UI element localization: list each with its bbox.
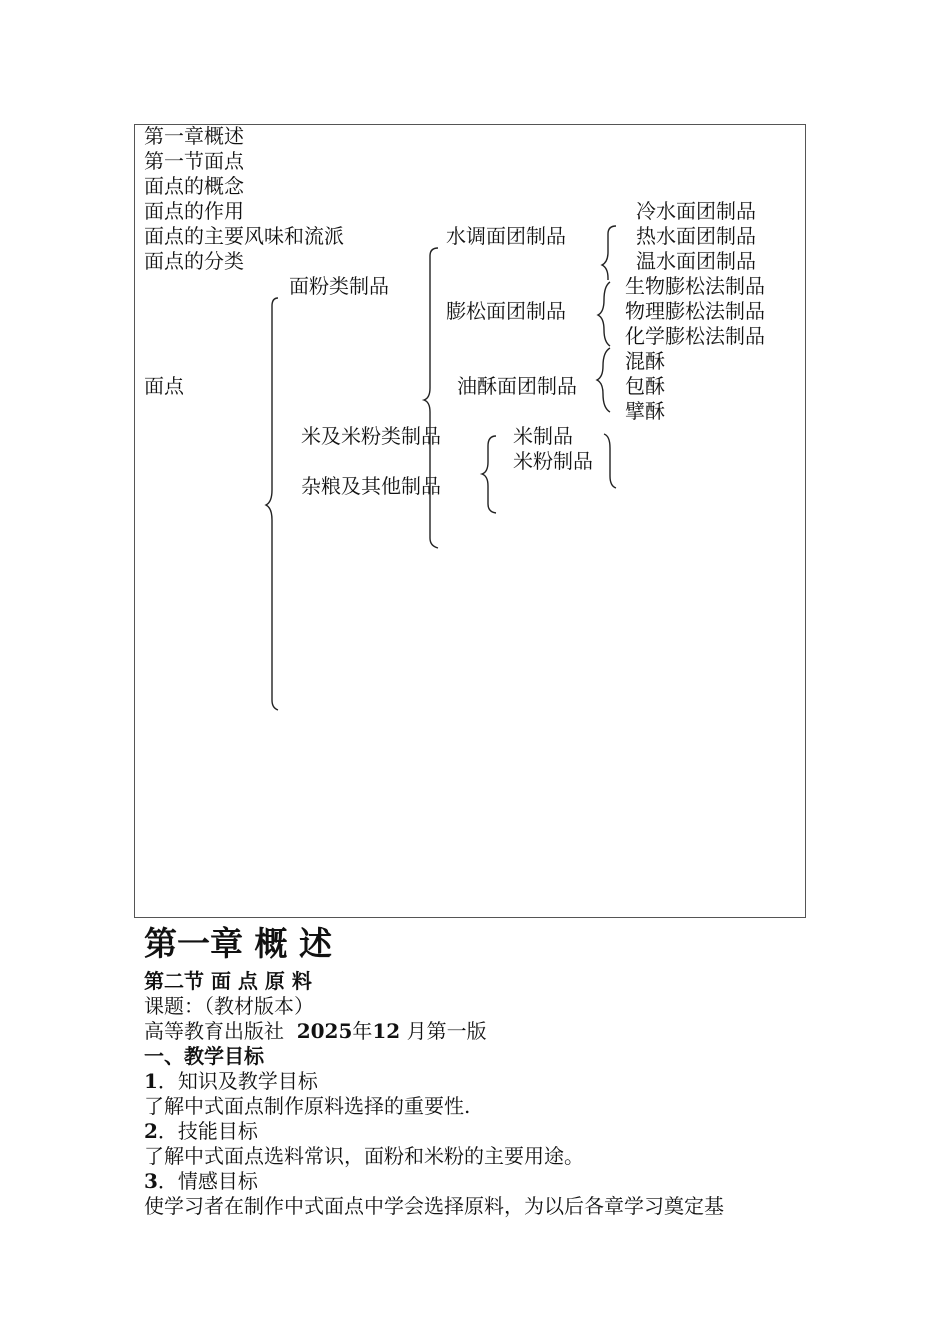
edition-year-suffix: 年 bbox=[352, 1019, 373, 1043]
outline-item: 面点的主要风味和流派 bbox=[144, 224, 344, 248]
diagram-leaf: 温水面团制品 bbox=[636, 249, 756, 273]
diagram-level1-flour: 面粉类制品 bbox=[289, 274, 389, 298]
goal-number: 1 bbox=[144, 1069, 158, 1093]
chapter-title: 第一章 概 述 bbox=[144, 924, 332, 963]
diagram-leaf: 化学膨松法制品 bbox=[625, 324, 765, 348]
goals-heading: 一、教学目标 bbox=[144, 1044, 264, 1068]
diagram-leaf: 擘酥 bbox=[625, 399, 665, 423]
brace-pastry bbox=[597, 348, 610, 412]
diagram-pastry-dough: 油酥面团制品 bbox=[457, 374, 577, 398]
section-1-heading: 第一节面点 bbox=[144, 149, 244, 173]
goal-title: ．知识及教学目标 bbox=[157, 1069, 318, 1093]
outline-item: 面点的分类 bbox=[144, 249, 244, 273]
brace-flour bbox=[424, 248, 438, 548]
goal-number: 3 bbox=[144, 1169, 158, 1193]
publisher-name: 高等教育出版社 bbox=[144, 1019, 284, 1043]
goal-2-text: 了解中式面点选料常识，面粉和米粉的主要用途。 bbox=[144, 1144, 584, 1168]
diagram-leavened-dough: 膨松面团制品 bbox=[446, 299, 566, 323]
brace-leavened bbox=[598, 282, 610, 346]
section-title: 第二节 面 点 原 料 bbox=[144, 969, 312, 993]
chapter-heading: 第一章概述 bbox=[144, 124, 244, 148]
edition-text: 月第一版 bbox=[400, 1019, 487, 1043]
goal-title: ．情感目标 bbox=[157, 1169, 258, 1193]
goal-number: 2 bbox=[144, 1119, 158, 1143]
diagram-leaf: 混酥 bbox=[625, 349, 665, 373]
goal-3-text: 使学习者在制作中式面点中学会选择原料，为以后各章学习奠定基 bbox=[144, 1194, 724, 1218]
brace-water bbox=[602, 226, 616, 280]
edition-year: 2025 bbox=[296, 1019, 353, 1043]
goal-1-heading bbox=[144, 1069, 318, 1094]
diagram-root: 面点 bbox=[144, 374, 184, 398]
goal-2-heading bbox=[144, 1119, 258, 1144]
goal-title: ．技能目标 bbox=[157, 1119, 258, 1143]
diagram-leaf: 生物膨松法制品 bbox=[625, 274, 765, 298]
brace-rice bbox=[482, 436, 496, 513]
diagram-level1-grains: 杂粮及其他制品 bbox=[301, 474, 441, 498]
edition-month: 12 bbox=[372, 1019, 401, 1043]
diagram-leaf: 热水面团制品 bbox=[636, 224, 756, 248]
topic-line: 课题：（教材版本） bbox=[144, 994, 314, 1018]
diagram-leaf: 包酥 bbox=[625, 374, 665, 398]
diagram-level1-rice: 米及米粉类制品 bbox=[301, 424, 441, 448]
diagram-rice-products: 米制品 bbox=[513, 424, 573, 448]
outline-item: 面点的作用 bbox=[144, 199, 244, 223]
diagram-leaf: 冷水面团制品 bbox=[636, 199, 756, 223]
outline-item: 面点的概念 bbox=[144, 174, 244, 198]
goal-1-text: 了解中式面点制作原料选择的重要性. bbox=[144, 1094, 471, 1118]
brace-rice-outer bbox=[604, 434, 616, 488]
publisher-line bbox=[144, 1019, 487, 1044]
goal-3-heading bbox=[144, 1169, 258, 1194]
diagram-leaf: 物理膨松法制品 bbox=[625, 299, 765, 323]
diagram-rice-flour-products: 米粉制品 bbox=[513, 449, 593, 473]
brace-root bbox=[266, 298, 278, 710]
diagram-water-dough: 水调面团制品 bbox=[446, 224, 566, 248]
